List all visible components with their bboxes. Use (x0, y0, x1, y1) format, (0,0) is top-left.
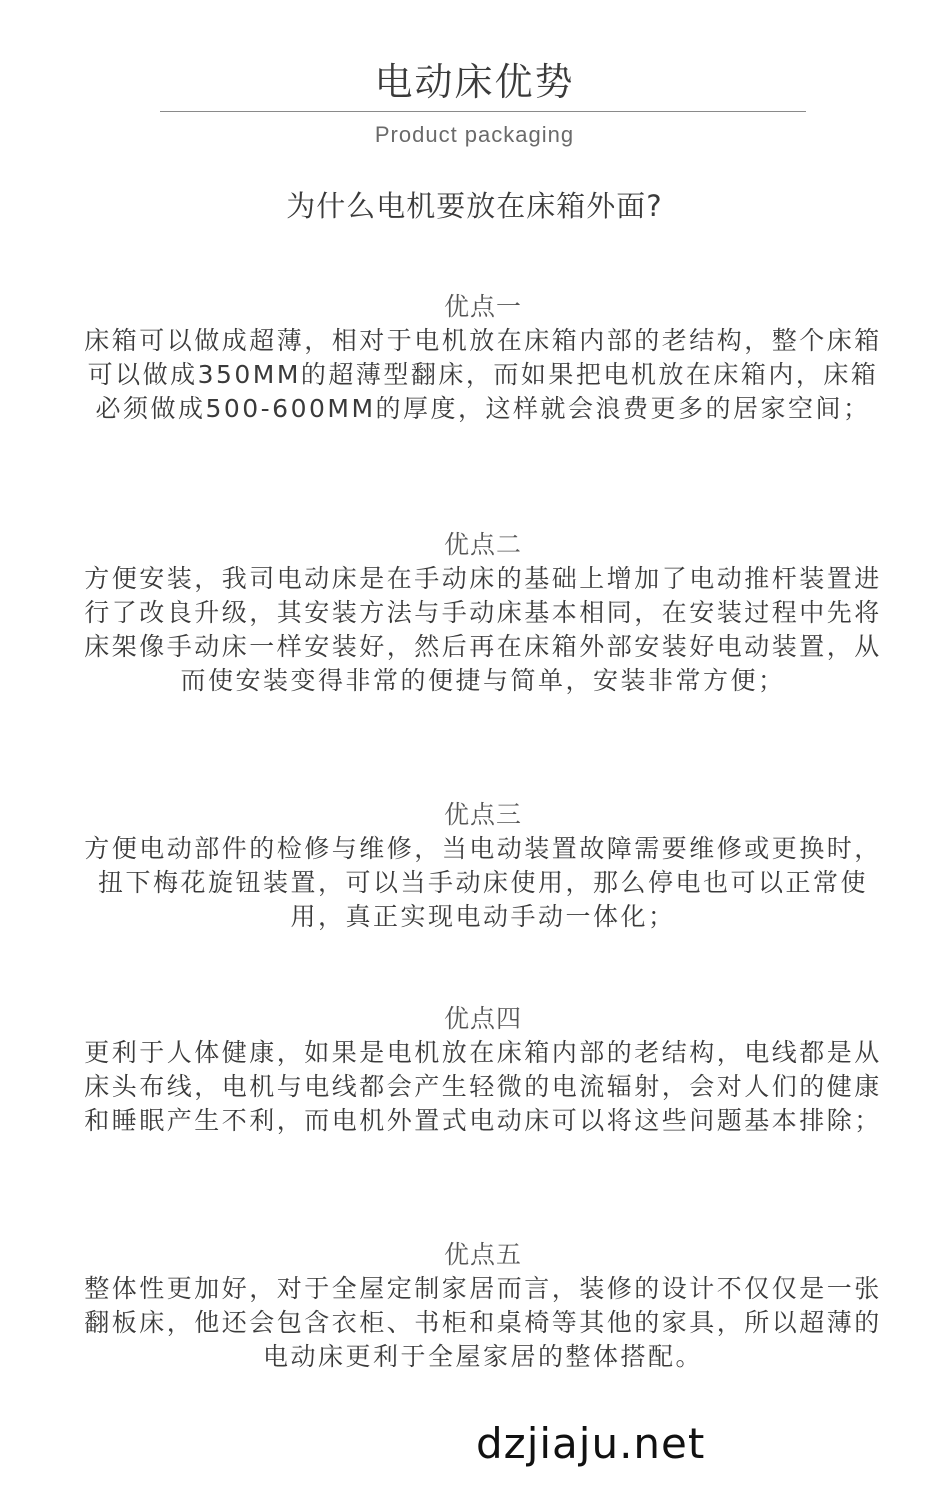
advantage-body: 方便电动部件的检修与维修，当电动装置故障需要维修或更换时，扭下梅花旋钮装置，可以当手动床使用，那么停电也可以正常使用，真正实现电动手动一体化； (84, 834, 882, 931)
page-title: 电动床优势 (374, 60, 575, 104)
advantage-section-5 (80, 1238, 886, 1374)
advantage-heading: 优点五 (443, 1240, 522, 1269)
advantage-body: 更利于人体健康，如果是电机放在床箱内部的老结构，电线都是从床头布线，电机与电线都会产生轻微的电流辐射，会对人们的健康和睡眠产生不利，而电机外置式电动床可以将这些问题基本排除； (84, 1038, 882, 1135)
advantage-body: 床箱可以做成超薄，相对于电机放在床箱内部的老结构，整个床箱可以做成350MM的超薄型翻床，而如果把电机放在床箱内，床箱必须做成500-600MM的厚度，这样就会浪费更多的居家空间； (84, 326, 882, 423)
advantage-heading: 优点三 (443, 800, 522, 829)
advantage-heading: 优点四 (443, 1004, 522, 1033)
watermark-text: dzjiaju.net (476, 1419, 706, 1468)
section-question: 为什么电机要放在床箱外面? (286, 189, 663, 223)
advantage-section-1 (80, 290, 886, 426)
title-divider (160, 111, 806, 112)
advantage-heading: 优点一 (443, 292, 522, 321)
advantage-section-2 (80, 528, 886, 698)
advantage-body: 整体性更加好，对于全屋定制家居而言，装修的设计不仅仅是一张翻板床，他还会包含衣柜、书柜和桌椅等其他的家具，所以超薄的电动床更利于全屋家居的整体搭配。 (84, 1274, 882, 1371)
advantage-heading: 优点二 (443, 530, 522, 559)
advantage-body: 方便安装，我司电动床是在手动床的基础上增加了电动推杆装置进行了改良升级，其安装方法与手动床基本相同，在安装过程中先将床架像手动床一样安装好，然后再在床箱外部安装好电动装置，从而使安装变得非常的便捷与简单，安装非常方便； (84, 564, 882, 695)
advantage-section-3 (80, 798, 886, 934)
advantage-section-4 (80, 1002, 886, 1138)
page-subtitle: Product packaging (374, 122, 575, 147)
